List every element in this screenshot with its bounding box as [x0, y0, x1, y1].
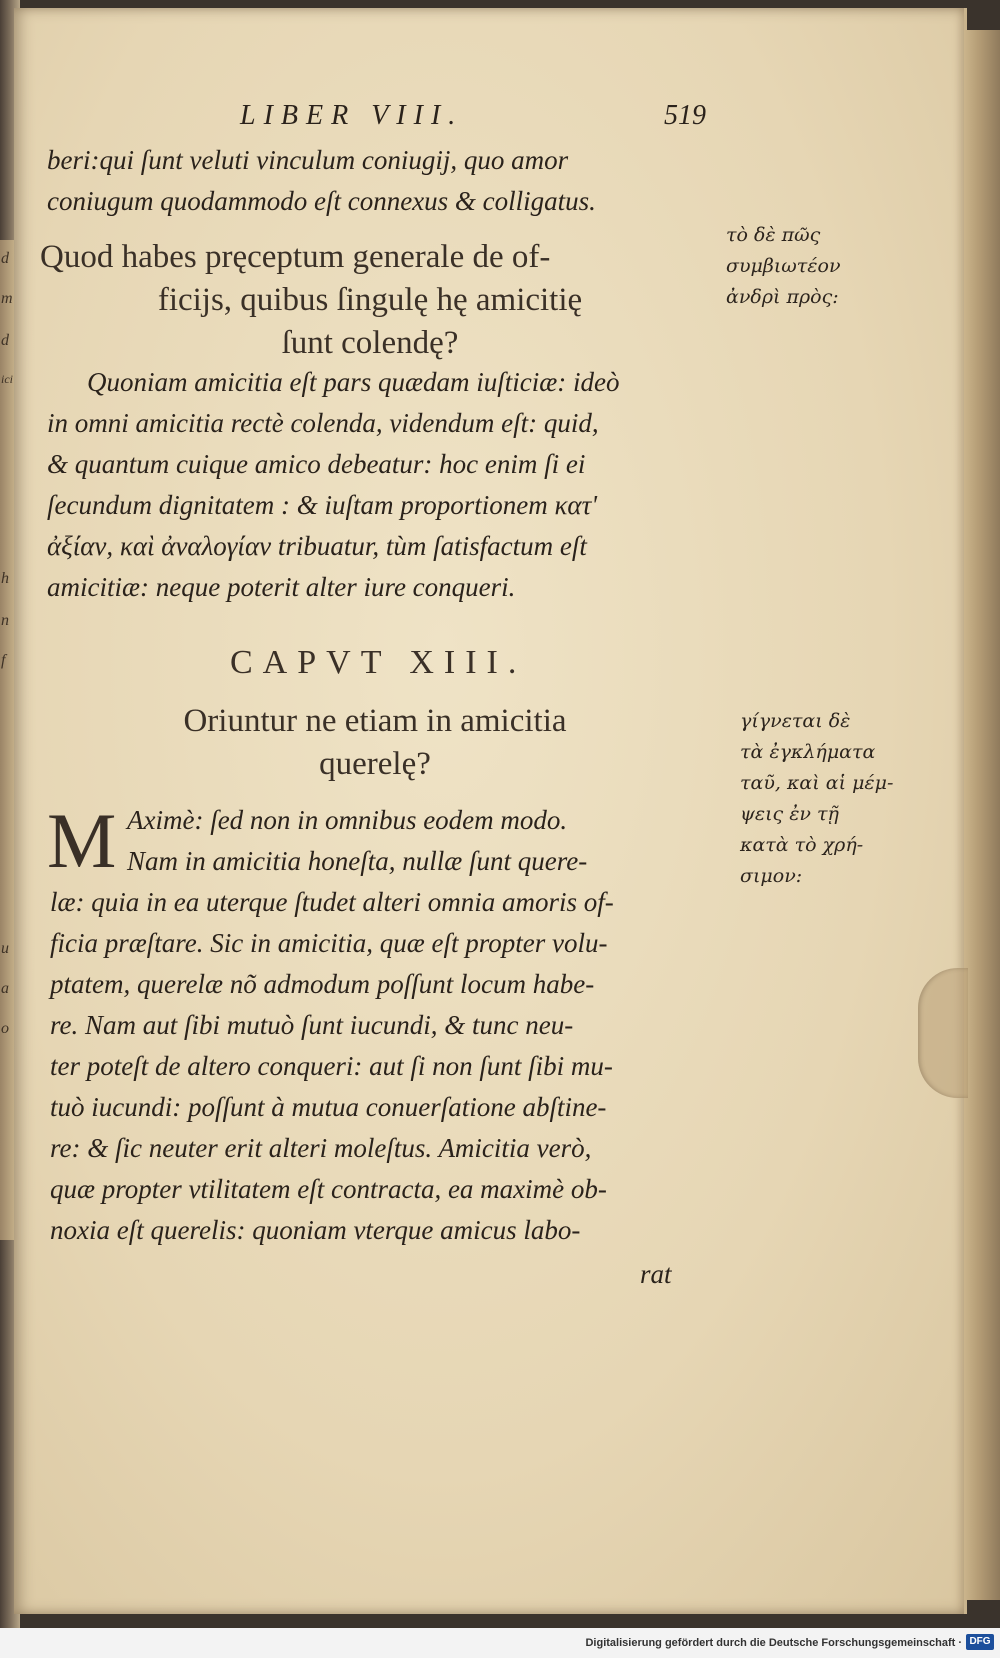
text-line: Nam in amicitia honeſta, nullæ ſunt quere-: [127, 846, 588, 876]
facing-page-fragment: o: [1, 1020, 9, 1037]
note-line: ταῦ, καὶ αἱ μέμ-: [740, 772, 894, 794]
catchword: rat: [640, 1259, 672, 1289]
text-line: coniugum quodammodo eſt connexus & colligatus.: [47, 186, 596, 216]
note-line: γίγνεται δὲ: [740, 710, 851, 732]
answer-paragraph: [50, 882, 614, 1251]
text-line: ἀξίαν, καὶ ἀναλογίαν tribuatur, tùm ſatisfactum eſt: [47, 531, 587, 561]
question-line: ficijs, quibus ſingulę hę amicitię: [157, 282, 583, 318]
facing-page-fragment: m: [1, 290, 13, 307]
note-line: τὰ ἐγκλήματα: [740, 741, 876, 763]
facing-page-fragment: n: [1, 612, 9, 629]
facing-page-fragment: ici: [1, 372, 13, 386]
text-line: re: & ſic neuter erit alteri moleſtus. Amicitia verò,: [50, 1133, 592, 1163]
text-line: læ: quia in ea uterque ſtudet alteri omnia amoris of-: [50, 887, 614, 917]
answer-opening: [127, 800, 587, 882]
text-line: beri:qui ſunt veluti vinculum coniugij, quo amor: [47, 145, 569, 175]
question-line: Oriuntur ne etiam in amicitia: [183, 703, 567, 739]
facing-page-fragment: d: [1, 332, 9, 349]
margin-note-greek: [740, 706, 893, 892]
drop-cap: M: [47, 797, 117, 884]
text-line: Aximè: ſed non in omnibus eodem modo.: [127, 805, 568, 835]
text-line: tuò iucundi: poſſunt à mutua conuerſatione abſtine-: [50, 1092, 607, 1122]
dfg-logo: DFG: [966, 1634, 994, 1650]
top-paragraph: [47, 140, 596, 222]
text-line: ſecundum dignitatem : & iuſtam proportionem κατ': [47, 490, 598, 520]
note-line: ψεις ἐν τῇ: [740, 803, 839, 825]
text-line: amicitiæ: neque poterit alter iure conqueri.: [47, 572, 516, 602]
text-line: ficia præſtare. Sic in amicitia, quæ eſt propter volu-: [50, 928, 608, 958]
margin-note-greek: [726, 220, 841, 313]
chapter-heading: CAPVT XIII.: [230, 644, 527, 681]
funding-credit: Digitalisierung gefördert durch die Deutsche Forschungsgemeinschaft ·: [585, 1637, 962, 1649]
running-head: LIBER VIII.: [240, 100, 464, 131]
question-line: ſunt colendę?: [281, 325, 459, 361]
text-line: re. Nam aut ſibi mutuò ſunt iucundi, & tunc neu-: [50, 1010, 574, 1040]
text-line: & quantum cuique amico debeatur: hoc enim ſi ei: [47, 449, 586, 479]
text-line: in omni amicitia rectè colenda, videndum eſt: quid,: [47, 408, 599, 438]
text-line: Quoniam amicitia eſt pars quædam iuſticiæ: ideò: [87, 367, 620, 397]
facing-page-fragment: f: [1, 652, 6, 669]
facing-page-fragment: d: [1, 250, 9, 267]
question-line: querelę?: [319, 746, 431, 782]
page-fore-edge: [964, 30, 1000, 1600]
question-line: Quod habes pręceptum generale de of-: [40, 239, 551, 275]
note-line: κατὰ τὸ χρή-: [740, 834, 864, 856]
text-line: ptatem, querelæ nõ admodum poſſunt locum habe-: [50, 969, 595, 999]
facing-page-fragment: u: [1, 940, 9, 957]
text-line: quæ propter vtilitatem eſt contracta, ea maximè ob-: [50, 1174, 607, 1204]
facing-page-fragment: a: [1, 980, 9, 997]
page-fold-mark: [918, 968, 968, 1098]
note-line: σιμον:: [740, 865, 803, 887]
text-line: ter poteſt de altero conqueri: aut ſi non ſunt ſibi mu-: [50, 1051, 613, 1081]
page-number: 519: [664, 100, 706, 131]
text-line: noxia eſt querelis: quoniam vterque amicus labo-: [50, 1215, 581, 1245]
note-line: τὸ δὲ πῶς: [726, 224, 821, 246]
note-line: ἀνδρὶ πρὸς:: [726, 286, 839, 308]
note-line: συμβιωτέον: [726, 255, 841, 277]
facing-page-fragment: h: [1, 570, 9, 587]
question-heading: [40, 236, 700, 365]
question-heading: [60, 700, 690, 786]
facing-page-edge: [0, 240, 14, 1240]
answer-paragraph: [47, 362, 619, 608]
